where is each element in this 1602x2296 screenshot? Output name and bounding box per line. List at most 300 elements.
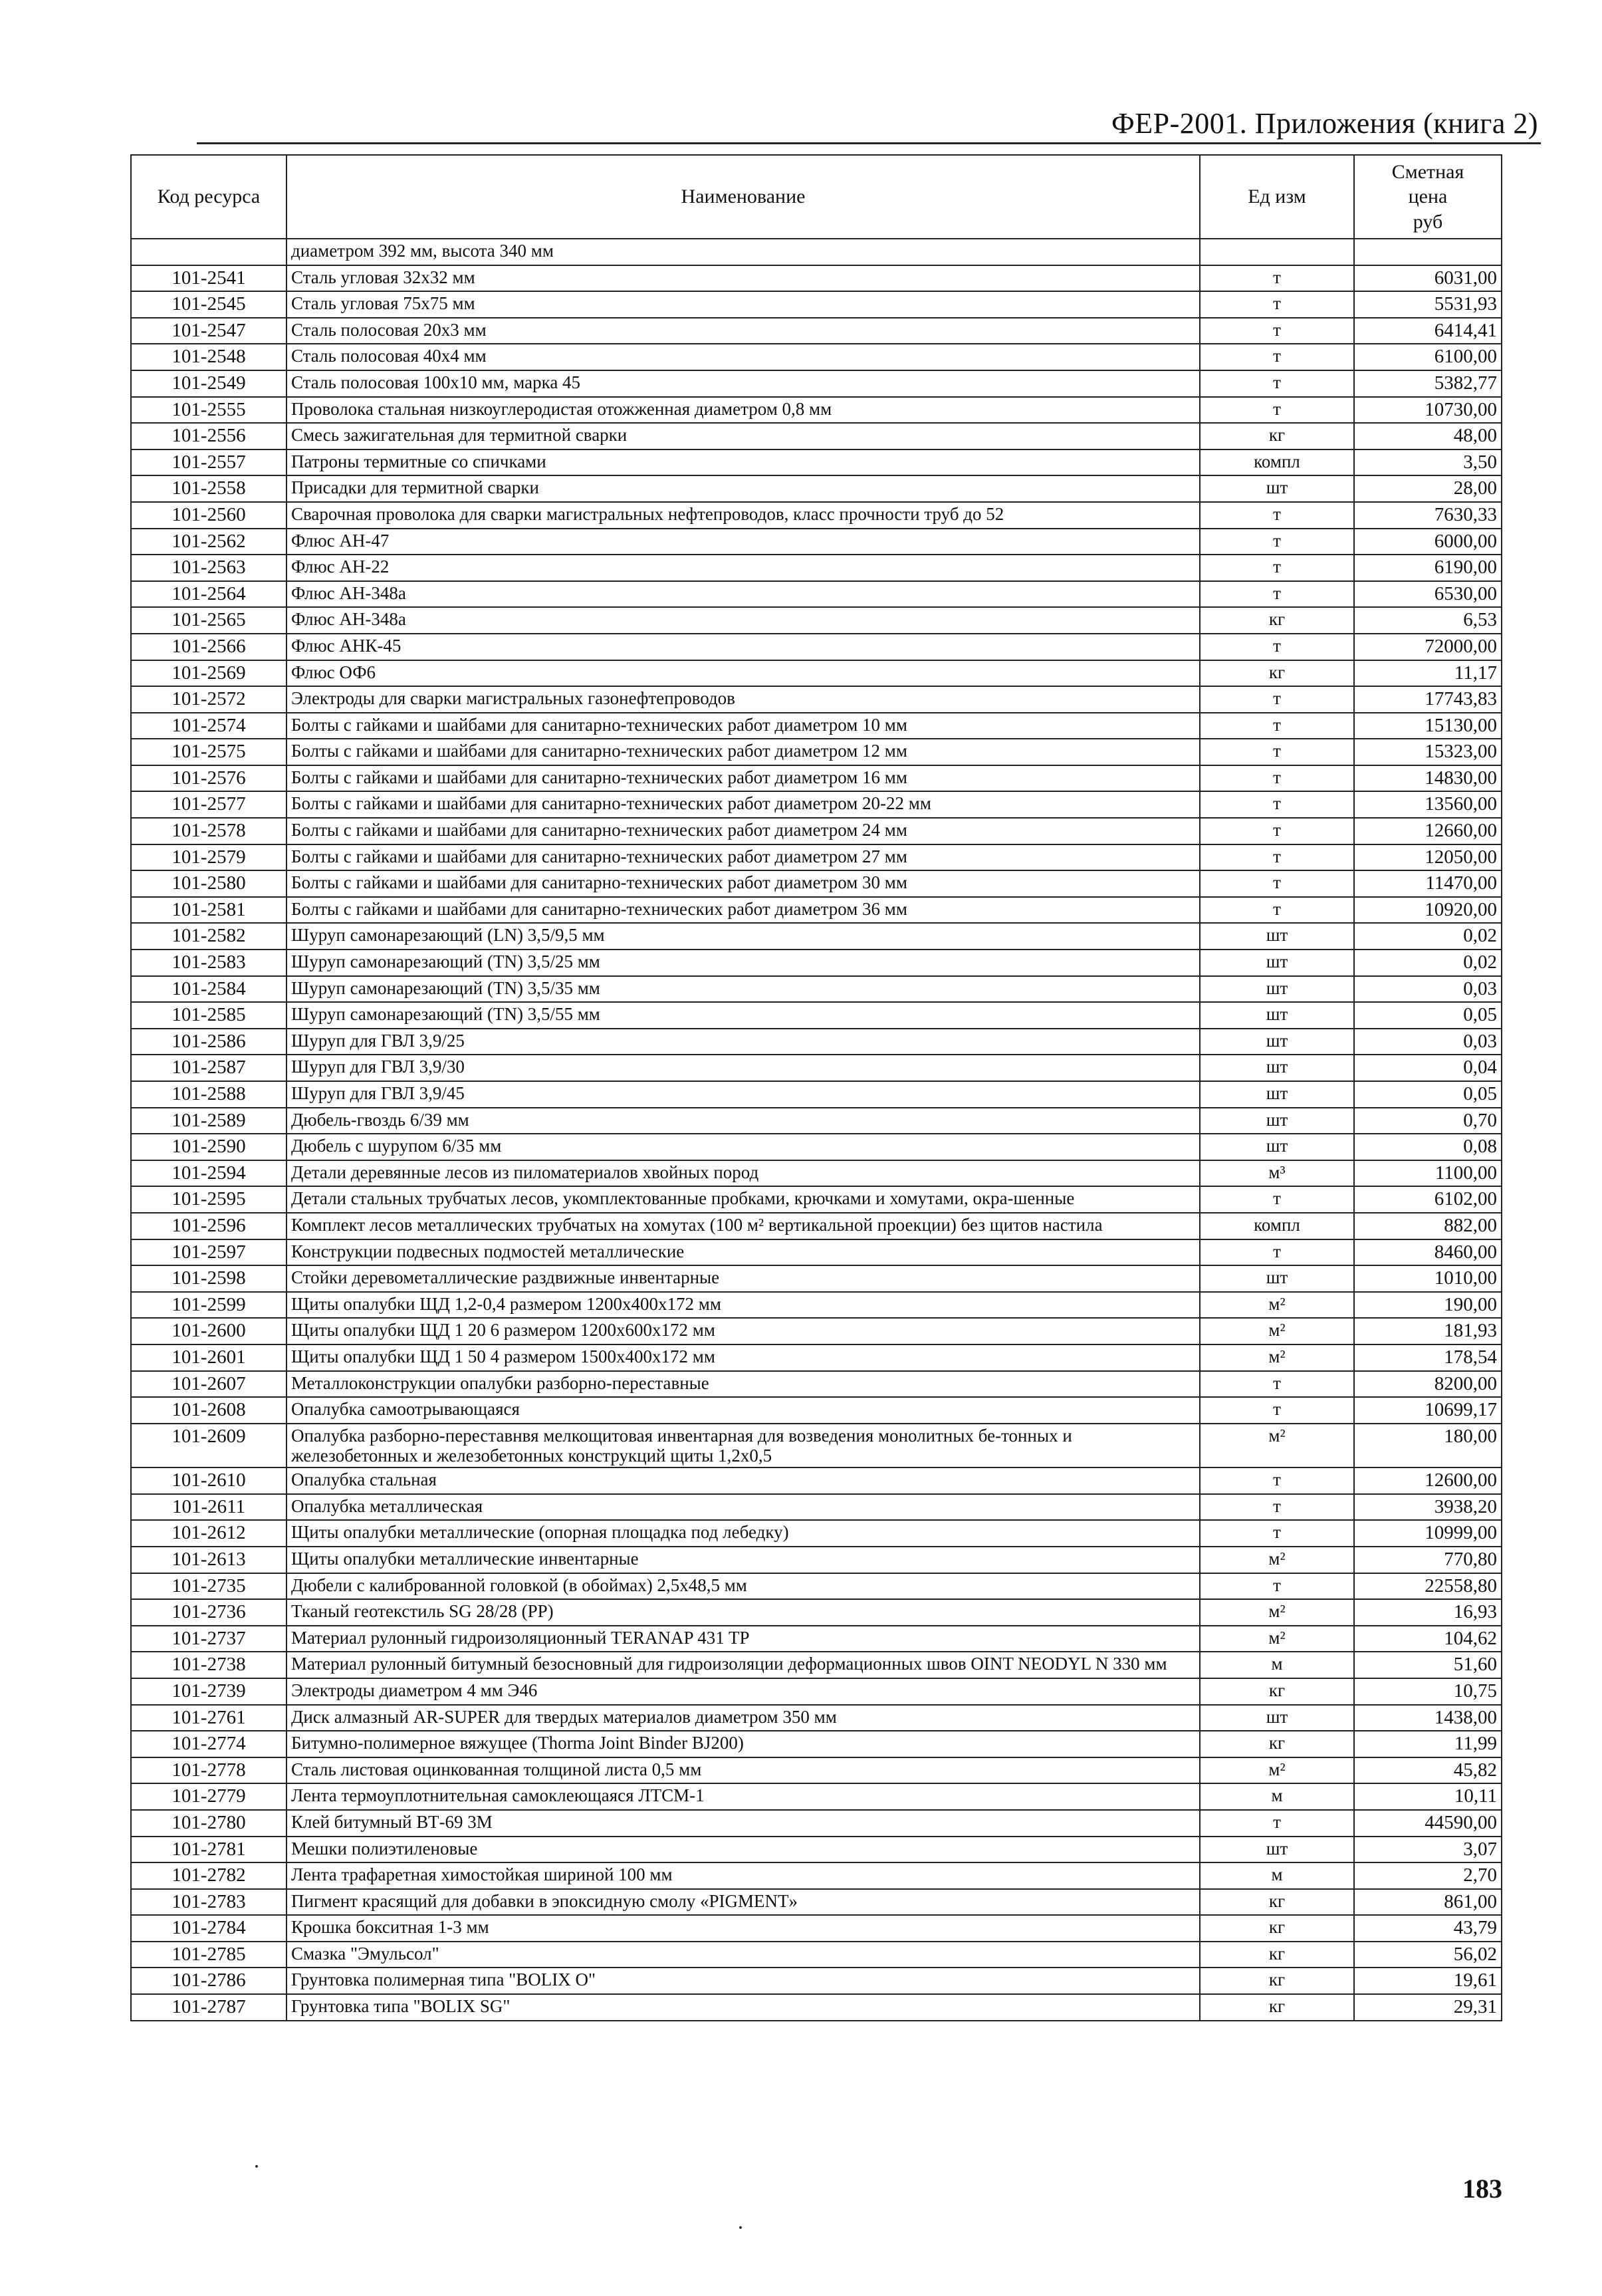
row-price: 3,07 <box>1354 1837 1502 1863</box>
row-code: 101-2786 <box>131 1968 286 1994</box>
row-price: 0,02 <box>1354 950 1502 976</box>
table-row <box>131 529 1502 555</box>
row-unit: кг <box>1200 660 1354 687</box>
table-row <box>131 1547 1502 1573</box>
row-unit: шт <box>1200 1029 1354 1055</box>
row-code: 101-2582 <box>131 923 286 950</box>
row-code: 101-2562 <box>131 529 286 555</box>
row-code: 101-2576 <box>131 765 286 792</box>
row-code: 101-2594 <box>131 1160 286 1187</box>
row-code: 101-2599 <box>131 1292 286 1319</box>
row-code: 101-2577 <box>131 791 286 818</box>
row-code: 101-2596 <box>131 1213 286 1239</box>
row-unit: м² <box>1200 1424 1354 1467</box>
row-unit: т <box>1200 1239 1354 1266</box>
row-name: Стойки деревометаллические раздвижные инвентарные <box>286 1265 1200 1292</box>
table-row <box>131 1757 1502 1784</box>
row-unit: т <box>1200 870 1354 897</box>
row-code: 101-2595 <box>131 1186 286 1213</box>
table-row <box>131 1837 1502 1863</box>
row-price: 6414,41 <box>1354 318 1502 344</box>
table-row <box>131 318 1502 344</box>
row-unit: м² <box>1200 1344 1354 1371</box>
row-name: Мешки полиэтиленовые <box>286 1837 1200 1863</box>
row-name: Опалубка самоотрывающаяся <box>286 1397 1200 1424</box>
column-header-code: Код ресурса <box>131 155 286 239</box>
table-row <box>131 1652 1502 1678</box>
table-row <box>131 1292 1502 1319</box>
row-unit: т <box>1200 1467 1354 1494</box>
row-price: 8200,00 <box>1354 1371 1502 1398</box>
row-name: Тканый геотекстиль SG 28/28 (PP) <box>286 1599 1200 1626</box>
row-price: 7630,33 <box>1354 502 1502 529</box>
table-row <box>131 1134 1502 1160</box>
row-code: 101-2555 <box>131 397 286 424</box>
row-name: Болты с гайками и шайбами для санитарно-технических работ диаметром 36 мм <box>286 897 1200 924</box>
table-row <box>131 265 1502 292</box>
row-unit: кг <box>1200 1889 1354 1916</box>
row-code: 101-2587 <box>131 1055 286 1081</box>
table-row <box>131 1160 1502 1187</box>
row-name: Щиты опалубки металлические инвентарные <box>286 1547 1200 1573</box>
table-row <box>131 1186 1502 1213</box>
row-unit: т <box>1200 502 1354 529</box>
row-unit: т <box>1200 686 1354 713</box>
row-unit: компл <box>1200 449 1354 476</box>
row-code: 101-2581 <box>131 897 286 924</box>
row-price: 1010,00 <box>1354 1265 1502 1292</box>
row-unit: т <box>1200 529 1354 555</box>
row-name: Битумно-полимерное вяжущее (Thorma Joint Binder BJ200) <box>286 1731 1200 1757</box>
row-name: Лента трафаретная химостойкая шириной 100 мм <box>286 1862 1200 1889</box>
table-row <box>131 1318 1502 1344</box>
row-name: Материал рулонный гидроизоляционный TERANAP 431 TP <box>286 1626 1200 1652</box>
row-name: Щиты опалубки металлические (опорная площадка под лебедку) <box>286 1520 1200 1547</box>
table-row <box>131 239 1502 265</box>
row-name: Щиты опалубки ЩД 1,2-0,4 размером 1200x400x172 мм <box>286 1292 1200 1319</box>
row-code: 101-2787 <box>131 1994 286 2021</box>
row-code: 101-2735 <box>131 1573 286 1600</box>
row-unit: шт <box>1200 1002 1354 1029</box>
row-price: 3,50 <box>1354 449 1502 476</box>
row-name: Сталь полосовая 100x10 мм, марка 45 <box>286 370 1200 397</box>
row-code: 101-2738 <box>131 1652 286 1678</box>
row-price: 882,00 <box>1354 1213 1502 1239</box>
row-name: Материал рулонный битумный безосновный для гидроизоляции деформационных швов OINT NEODYL N 330 мм <box>286 1652 1200 1678</box>
row-name: Болты с гайками и шайбами для санитарно-технических работ диаметром 27 мм <box>286 844 1200 871</box>
row-unit: шт <box>1200 1055 1354 1081</box>
page-header-title: ФЕР-2001. Приложения (книга 2) <box>1111 107 1538 140</box>
table-row <box>131 1265 1502 1292</box>
row-code: 101-2589 <box>131 1108 286 1134</box>
row-name: Лента термоуплотнительная самоклеющаяся ЛТСМ-1 <box>286 1783 1200 1810</box>
row-price: 15323,00 <box>1354 739 1502 765</box>
table-header-row <box>131 155 1502 239</box>
row-unit: т <box>1200 765 1354 792</box>
row-code: 101-2608 <box>131 1397 286 1424</box>
row-name: Флюс ОФ6 <box>286 660 1200 687</box>
row-code <box>131 239 286 265</box>
table-row <box>131 1055 1502 1081</box>
table-row <box>131 1081 1502 1108</box>
row-name: Опалубка металлическая <box>286 1494 1200 1521</box>
row-code: 101-2779 <box>131 1783 286 1810</box>
row-name: Электроды для сварки магистральных газонефтепроводов <box>286 686 1200 713</box>
table-row <box>131 475 1502 502</box>
row-unit: т <box>1200 818 1354 844</box>
table-row <box>131 1889 1502 1916</box>
row-code: 101-2774 <box>131 1731 286 1757</box>
table-row <box>131 1573 1502 1600</box>
row-name: Проволока стальная низкоуглеродистая отожженная диаметром 0,8 мм <box>286 397 1200 424</box>
row-price: 56,02 <box>1354 1942 1502 1968</box>
table-row <box>131 844 1502 871</box>
row-code: 101-2580 <box>131 870 286 897</box>
row-price: 6,53 <box>1354 607 1502 634</box>
row-name: Комплект лесов металлических трубчатых на хомутах (100 м² вертикальной проекции) без щитов настила <box>286 1213 1200 1239</box>
row-price: 17743,83 <box>1354 686 1502 713</box>
row-price: 10,11 <box>1354 1783 1502 1810</box>
row-name: Болты с гайками и шайбами для санитарно-технических работ диаметром 20-22 мм <box>286 791 1200 818</box>
row-unit: компл <box>1200 1213 1354 1239</box>
row-name: Шуруп самонарезающий (LN) 3,5/9,5 мм <box>286 923 1200 950</box>
row-name: Детали стальных трубчатых лесов, укомплектованные пробками, крючками и хомутами, окра-шенные <box>286 1186 1200 1213</box>
row-unit: т <box>1200 1494 1354 1521</box>
row-code: 101-2783 <box>131 1889 286 1916</box>
row-code: 101-2566 <box>131 634 286 660</box>
row-price: 10730,00 <box>1354 397 1502 424</box>
row-unit: т <box>1200 555 1354 581</box>
row-code: 101-2601 <box>131 1344 286 1371</box>
row-unit: шт <box>1200 950 1354 976</box>
row-code: 101-2781 <box>131 1837 286 1863</box>
row-unit: т <box>1200 581 1354 608</box>
row-code: 101-2574 <box>131 713 286 739</box>
row-name: диаметром 392 мм, высота 340 мм <box>286 239 1200 265</box>
row-price: 19,61 <box>1354 1968 1502 1994</box>
table-row <box>131 1029 1502 1055</box>
row-name: Сталь угловая 32x32 мм <box>286 265 1200 292</box>
row-unit: т <box>1200 1810 1354 1837</box>
row-name: Шуруп для ГВЛ 3,9/25 <box>286 1029 1200 1055</box>
column-header-unit: Ед изм <box>1200 155 1354 239</box>
row-price: 6102,00 <box>1354 1186 1502 1213</box>
row-price: 11,99 <box>1354 1731 1502 1757</box>
row-price: 28,00 <box>1354 475 1502 502</box>
row-unit: т <box>1200 397 1354 424</box>
column-header-name: Наименование <box>286 155 1200 239</box>
row-unit: т <box>1200 713 1354 739</box>
row-name: Присадки для термитной сварки <box>286 475 1200 502</box>
row-name: Флюс АН-22 <box>286 555 1200 581</box>
row-unit: кг <box>1200 1942 1354 1968</box>
row-code: 101-2585 <box>131 1002 286 1029</box>
row-unit: м² <box>1200 1547 1354 1573</box>
row-code: 101-2600 <box>131 1318 286 1344</box>
table-row <box>131 1626 1502 1652</box>
row-unit: шт <box>1200 976 1354 1003</box>
row-price: 770,80 <box>1354 1547 1502 1573</box>
row-name: Болты с гайками и шайбами для санитарно-технических работ диаметром 30 мм <box>286 870 1200 897</box>
table-row <box>131 1915 1502 1942</box>
row-code: 101-2612 <box>131 1520 286 1547</box>
row-code: 101-2607 <box>131 1371 286 1398</box>
row-price: 10999,00 <box>1354 1520 1502 1547</box>
table-row <box>131 950 1502 976</box>
row-name: Флюс АН-348а <box>286 607 1200 634</box>
row-price: 8460,00 <box>1354 1239 1502 1266</box>
row-name: Опалубка разборно-переставнвя мелкощитовая инвентарная для возведения монолитных бе-тонных и железобетонных и железобетонных конструкций щиты 1,2x0,5 <box>286 1424 1200 1467</box>
row-code: 101-2569 <box>131 660 286 687</box>
row-unit: кг <box>1200 1678 1354 1705</box>
table-row <box>131 1494 1502 1521</box>
row-price: 0,08 <box>1354 1134 1502 1160</box>
row-code: 101-2579 <box>131 844 286 871</box>
row-unit <box>1200 239 1354 265</box>
row-price: 181,93 <box>1354 1318 1502 1344</box>
table-row <box>131 739 1502 765</box>
header-rule <box>197 142 1541 144</box>
row-unit: т <box>1200 634 1354 660</box>
resource-price-table <box>130 154 1502 2021</box>
row-unit: шт <box>1200 1108 1354 1134</box>
row-price: 16,93 <box>1354 1599 1502 1626</box>
row-name: Болты с гайками и шайбами для санитарно-технических работ диаметром 24 мм <box>286 818 1200 844</box>
scan-speck <box>739 2226 742 2229</box>
table-row <box>131 1424 1502 1467</box>
table-row <box>131 1783 1502 1810</box>
row-unit: т <box>1200 844 1354 871</box>
page-number: 183 <box>1462 2174 1502 2204</box>
row-name: Электроды диаметром 4 мм Э46 <box>286 1678 1200 1705</box>
row-name: Шуруп самонарезающий (TN) 3,5/25 мм <box>286 950 1200 976</box>
table-row <box>131 370 1502 397</box>
row-code: 101-2761 <box>131 1705 286 1731</box>
price-header-line: Сметная <box>1391 160 1464 183</box>
row-price: 43,79 <box>1354 1915 1502 1942</box>
row-code: 101-2563 <box>131 555 286 581</box>
row-unit: шт <box>1200 1081 1354 1108</box>
row-price: 5382,77 <box>1354 370 1502 397</box>
row-price: 13560,00 <box>1354 791 1502 818</box>
table-row <box>131 660 1502 687</box>
row-price: 1100,00 <box>1354 1160 1502 1187</box>
table-row <box>131 976 1502 1003</box>
table-row <box>131 1942 1502 1968</box>
row-name: Грунтовка полимерная типа "BOLIX O" <box>286 1968 1200 1994</box>
row-price: 44590,00 <box>1354 1810 1502 1837</box>
row-name: Крошка бокситная 1-3 мм <box>286 1915 1200 1942</box>
row-unit: т <box>1200 370 1354 397</box>
row-code: 101-2785 <box>131 1942 286 1968</box>
row-code: 101-2541 <box>131 265 286 292</box>
table-row <box>131 923 1502 950</box>
table-row <box>131 1599 1502 1626</box>
row-unit: т <box>1200 1573 1354 1600</box>
table-row <box>131 870 1502 897</box>
row-unit: м <box>1200 1862 1354 1889</box>
row-unit: т <box>1200 791 1354 818</box>
row-price: 0,03 <box>1354 976 1502 1003</box>
row-code: 101-2598 <box>131 1265 286 1292</box>
row-code: 101-2613 <box>131 1547 286 1573</box>
row-price: 51,60 <box>1354 1652 1502 1678</box>
row-price <box>1354 239 1502 265</box>
row-unit: м² <box>1200 1757 1354 1784</box>
row-price: 6190,00 <box>1354 555 1502 581</box>
row-unit: м³ <box>1200 1160 1354 1187</box>
row-unit: м² <box>1200 1292 1354 1319</box>
row-price: 180,00 <box>1354 1424 1502 1467</box>
row-code: 101-2572 <box>131 686 286 713</box>
row-price: 5531,93 <box>1354 291 1502 318</box>
row-unit: кг <box>1200 423 1354 449</box>
row-unit: шт <box>1200 1705 1354 1731</box>
row-name: Флюс АН-348а <box>286 581 1200 608</box>
row-price: 10699,17 <box>1354 1397 1502 1424</box>
row-code: 101-2558 <box>131 475 286 502</box>
row-price: 11470,00 <box>1354 870 1502 897</box>
row-price: 2,70 <box>1354 1862 1502 1889</box>
table-row <box>131 344 1502 370</box>
row-name: Болты с гайками и шайбами для санитарно-технических работ диаметром 10 мм <box>286 713 1200 739</box>
row-name: Щиты опалубки ЩД 1 20 6 размером 1200x600x172 мм <box>286 1318 1200 1344</box>
table-row <box>131 818 1502 844</box>
row-name: Сталь полосовая 40x4 мм <box>286 344 1200 370</box>
row-price: 0,05 <box>1354 1002 1502 1029</box>
row-unit: шт <box>1200 1265 1354 1292</box>
row-unit: т <box>1200 344 1354 370</box>
row-unit: м² <box>1200 1599 1354 1626</box>
row-unit: м² <box>1200 1318 1354 1344</box>
table-row <box>131 555 1502 581</box>
row-price: 0,05 <box>1354 1081 1502 1108</box>
row-name: Сталь листовая оцинкованная толщиной листа 0,5 мм <box>286 1757 1200 1784</box>
table-body <box>131 239 1502 2021</box>
row-code: 101-2784 <box>131 1915 286 1942</box>
table-row <box>131 1002 1502 1029</box>
row-price: 29,31 <box>1354 1994 1502 2021</box>
row-unit: шт <box>1200 1837 1354 1863</box>
row-price: 0,02 <box>1354 923 1502 950</box>
row-code: 101-2575 <box>131 739 286 765</box>
row-unit: кг <box>1200 1968 1354 1994</box>
row-name: Детали деревянные лесов из пиломатериалов хвойных пород <box>286 1160 1200 1187</box>
row-price: 12050,00 <box>1354 844 1502 871</box>
table-row <box>131 634 1502 660</box>
table-row <box>131 791 1502 818</box>
row-name: Металлоконструкции опалубки разборно-переставные <box>286 1371 1200 1398</box>
row-code: 101-2590 <box>131 1134 286 1160</box>
row-name: Пигмент красящий для добавки в эпоксидную смолу «PIGMENT» <box>286 1889 1200 1916</box>
row-unit: т <box>1200 1186 1354 1213</box>
row-code: 101-2556 <box>131 423 286 449</box>
row-price: 72000,00 <box>1354 634 1502 660</box>
row-code: 101-2588 <box>131 1081 286 1108</box>
table-row <box>131 1397 1502 1424</box>
row-code: 101-2565 <box>131 607 286 634</box>
row-price: 6000,00 <box>1354 529 1502 555</box>
row-unit: кг <box>1200 1731 1354 1757</box>
row-code: 101-2557 <box>131 449 286 476</box>
row-name: Шуруп самонарезающий (TN) 3,5/55 мм <box>286 1002 1200 1029</box>
row-price: 12660,00 <box>1354 818 1502 844</box>
row-unit: т <box>1200 318 1354 344</box>
row-code: 101-2611 <box>131 1494 286 1521</box>
table-row <box>131 291 1502 318</box>
row-name: Шуруп для ГВЛ 3,9/45 <box>286 1081 1200 1108</box>
row-name: Шуруп для ГВЛ 3,9/30 <box>286 1055 1200 1081</box>
row-unit: т <box>1200 897 1354 924</box>
table-row <box>131 1108 1502 1134</box>
row-price: 12600,00 <box>1354 1467 1502 1494</box>
table-row <box>131 423 1502 449</box>
table-row <box>131 449 1502 476</box>
row-name: Смесь зажигательная для термитной сварки <box>286 423 1200 449</box>
table-row <box>131 1239 1502 1266</box>
row-price: 10,75 <box>1354 1678 1502 1705</box>
row-price: 178,54 <box>1354 1344 1502 1371</box>
row-code: 101-2736 <box>131 1599 286 1626</box>
row-code: 101-2545 <box>131 291 286 318</box>
table-row <box>131 1344 1502 1371</box>
row-unit: кг <box>1200 1915 1354 1942</box>
price-header-line: цена <box>1408 186 1448 208</box>
row-code: 101-2547 <box>131 318 286 344</box>
row-code: 101-2780 <box>131 1810 286 1837</box>
table-row <box>131 1731 1502 1757</box>
table-row <box>131 397 1502 424</box>
row-name: Клей битумный ВТ-69 3М <box>286 1810 1200 1837</box>
row-unit: шт <box>1200 923 1354 950</box>
row-code: 101-2597 <box>131 1239 286 1266</box>
row-name: Патроны термитные со спичками <box>286 449 1200 476</box>
row-name: Диск алмазный AR-SUPER для твердых материалов диаметром 350 мм <box>286 1705 1200 1731</box>
table-row <box>131 1371 1502 1398</box>
row-code: 101-2609 <box>131 1424 286 1467</box>
row-code: 101-2578 <box>131 818 286 844</box>
row-price: 6530,00 <box>1354 581 1502 608</box>
row-name: Флюс АН-47 <box>286 529 1200 555</box>
row-unit: кг <box>1200 607 1354 634</box>
row-code: 101-2549 <box>131 370 286 397</box>
row-price: 0,70 <box>1354 1108 1502 1134</box>
table-row <box>131 1994 1502 2021</box>
row-name: Конструкции подвесных подмостей металлические <box>286 1239 1200 1266</box>
row-name: Дюбель-гвоздь 6/39 мм <box>286 1108 1200 1134</box>
row-code: 101-2560 <box>131 502 286 529</box>
table-row <box>131 765 1502 792</box>
table-row <box>131 1810 1502 1837</box>
row-price: 10920,00 <box>1354 897 1502 924</box>
row-code: 101-2583 <box>131 950 286 976</box>
row-price: 0,04 <box>1354 1055 1502 1081</box>
row-unit: м <box>1200 1652 1354 1678</box>
row-unit: кг <box>1200 1994 1354 2021</box>
row-price: 11,17 <box>1354 660 1502 687</box>
row-price: 6031,00 <box>1354 265 1502 292</box>
row-name: Шуруп самонарезающий (TN) 3,5/35 мм <box>286 976 1200 1003</box>
row-name: Болты с гайками и шайбами для санитарно-технических работ диаметром 12 мм <box>286 739 1200 765</box>
row-price: 48,00 <box>1354 423 1502 449</box>
table-row <box>131 502 1502 529</box>
scan-speck <box>255 2165 258 2168</box>
row-name: Опалубка стальная <box>286 1467 1200 1494</box>
table-row <box>131 607 1502 634</box>
row-code: 101-2586 <box>131 1029 286 1055</box>
row-code: 101-2778 <box>131 1757 286 1784</box>
table-row <box>131 1467 1502 1494</box>
